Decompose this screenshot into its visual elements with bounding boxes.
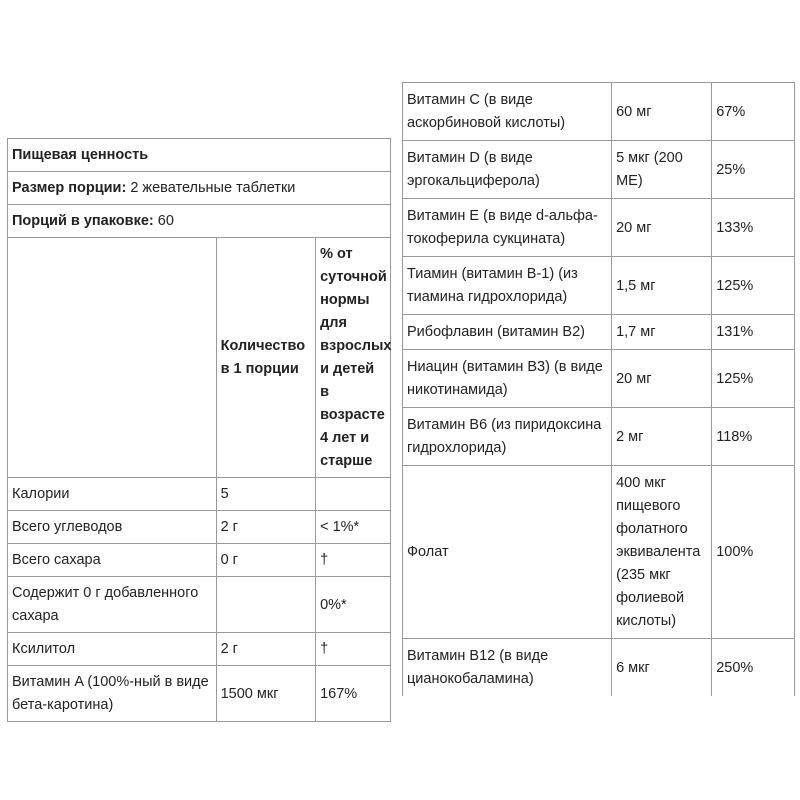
- nutrient-amount: 2 г: [216, 511, 315, 544]
- nutrient-name: Тиамин (витамин B-1) (из тиамина гидрохлорида): [403, 257, 612, 315]
- nutrient-dv: 133%: [712, 199, 795, 257]
- servings-label: Порций в упаковке:: [12, 213, 154, 229]
- nutrient-name: Всего сахара: [8, 544, 217, 577]
- serving-size-cell: [8, 172, 391, 205]
- table-row: [403, 350, 795, 408]
- nutrient-amount: 1,7 мг: [612, 315, 712, 350]
- nutrient-dv: 167%: [316, 666, 391, 722]
- table-row: [403, 408, 795, 466]
- nutrient-amount: 20 мг: [612, 350, 712, 408]
- serving-size-label: Размер порции:: [12, 180, 127, 196]
- servings-value: 60: [157, 213, 174, 229]
- nutrition-facts-table-left: [7, 138, 391, 722]
- table-row: [8, 544, 391, 577]
- nutrient-dv: †: [316, 544, 391, 577]
- nutrient-name: Витамин B12 (в виде цианокобаламина): [403, 639, 612, 697]
- nutrient-dv: 0%*: [316, 577, 391, 633]
- nutrient-amount: 6 мкг: [612, 639, 712, 697]
- nutrient-dv: 125%: [712, 350, 795, 408]
- nutrient-amount: 20 мг: [612, 199, 712, 257]
- nutrient-name: Витамин E (в виде d-альфа-токоферила сукцината): [403, 199, 612, 257]
- servings-per-container-cell: [8, 205, 391, 238]
- nutrient-dv: [316, 478, 391, 511]
- table-header-row: [8, 238, 391, 478]
- nutrient-amount: 2 мг: [612, 408, 712, 466]
- table-row: [403, 141, 795, 199]
- nutrient-name: Ниацин (витамин B3) (в виде никотинамида): [403, 350, 612, 408]
- nutrient-name: Витамин C (в виде аскорбиновой кислоты): [403, 83, 612, 141]
- table-row: [403, 639, 795, 697]
- table-row: [8, 172, 391, 205]
- table-title: Пищевая ценность: [12, 147, 149, 163]
- table-row: [403, 199, 795, 257]
- nutrient-amount: [216, 577, 315, 633]
- nutrient-amount: 60 мг: [612, 83, 712, 141]
- nutrient-dv: 125%: [712, 257, 795, 315]
- nutrient-amount: 5 мкг (200 МЕ): [612, 141, 712, 199]
- nutrient-dv: 118%: [712, 408, 795, 466]
- nutrient-name: Фолат: [403, 466, 612, 639]
- table-row: [403, 315, 795, 350]
- header-amount-cell: [216, 238, 315, 478]
- header-empty-cell: [8, 238, 217, 478]
- nutrient-dv: †: [316, 633, 391, 666]
- nutrition-facts-table-right: [402, 82, 795, 696]
- nutrient-amount: 1500 мкг: [216, 666, 315, 722]
- header-amount: Количество в 1 порции: [220, 338, 306, 377]
- nutrient-dv: 131%: [712, 315, 795, 350]
- table-row: [8, 478, 391, 511]
- nutrient-amount: 1,5 мг: [612, 257, 712, 315]
- table-row: [403, 83, 795, 141]
- nutrient-name: Витамин D (в виде эргокальциферола): [403, 141, 612, 199]
- serving-size-value: 2 жевательные таблетки: [130, 180, 296, 196]
- table-row: [8, 666, 391, 722]
- table-row: [403, 257, 795, 315]
- table-row: [8, 633, 391, 666]
- table-title-cell: [8, 139, 391, 172]
- nutrient-amount: 2 г: [216, 633, 315, 666]
- nutrient-amount: 5: [216, 478, 315, 511]
- header-dv-cell: [316, 238, 391, 478]
- table-row: [403, 466, 795, 639]
- nutrient-name: Калории: [8, 478, 217, 511]
- nutrient-name: Рибофлавин (витамин B2): [403, 315, 612, 350]
- nutrient-dv: 250%: [712, 639, 795, 697]
- nutrient-name: Витамин B6 (из пиридоксина гидрохлорида): [403, 408, 612, 466]
- nutrient-name: Витамин A (100%-ный в виде бета-каротина): [8, 666, 217, 722]
- nutrient-name: Всего углеводов: [8, 511, 217, 544]
- nutrient-dv: 25%: [712, 141, 795, 199]
- nutrient-name: Содержит 0 г добавленного сахара: [8, 577, 217, 633]
- nutrient-amount: 400 мкг пищевого фолатного эквивалента (235 мкг фолиевой кислоты): [612, 466, 712, 639]
- table-row: [8, 577, 391, 633]
- nutrient-dv: < 1%*: [316, 511, 391, 544]
- header-daily-value: % от суточной нормы для взрослых и детей в возрасте 4 лет и старше: [320, 246, 392, 469]
- nutrient-amount: 0 г: [216, 544, 315, 577]
- nutrient-dv: 67%: [712, 83, 795, 141]
- nutrient-name: Ксилитол: [8, 633, 217, 666]
- table-row: [8, 511, 391, 544]
- table-row: [8, 205, 391, 238]
- table-row: [8, 139, 391, 172]
- nutrient-dv: 100%: [712, 466, 795, 639]
